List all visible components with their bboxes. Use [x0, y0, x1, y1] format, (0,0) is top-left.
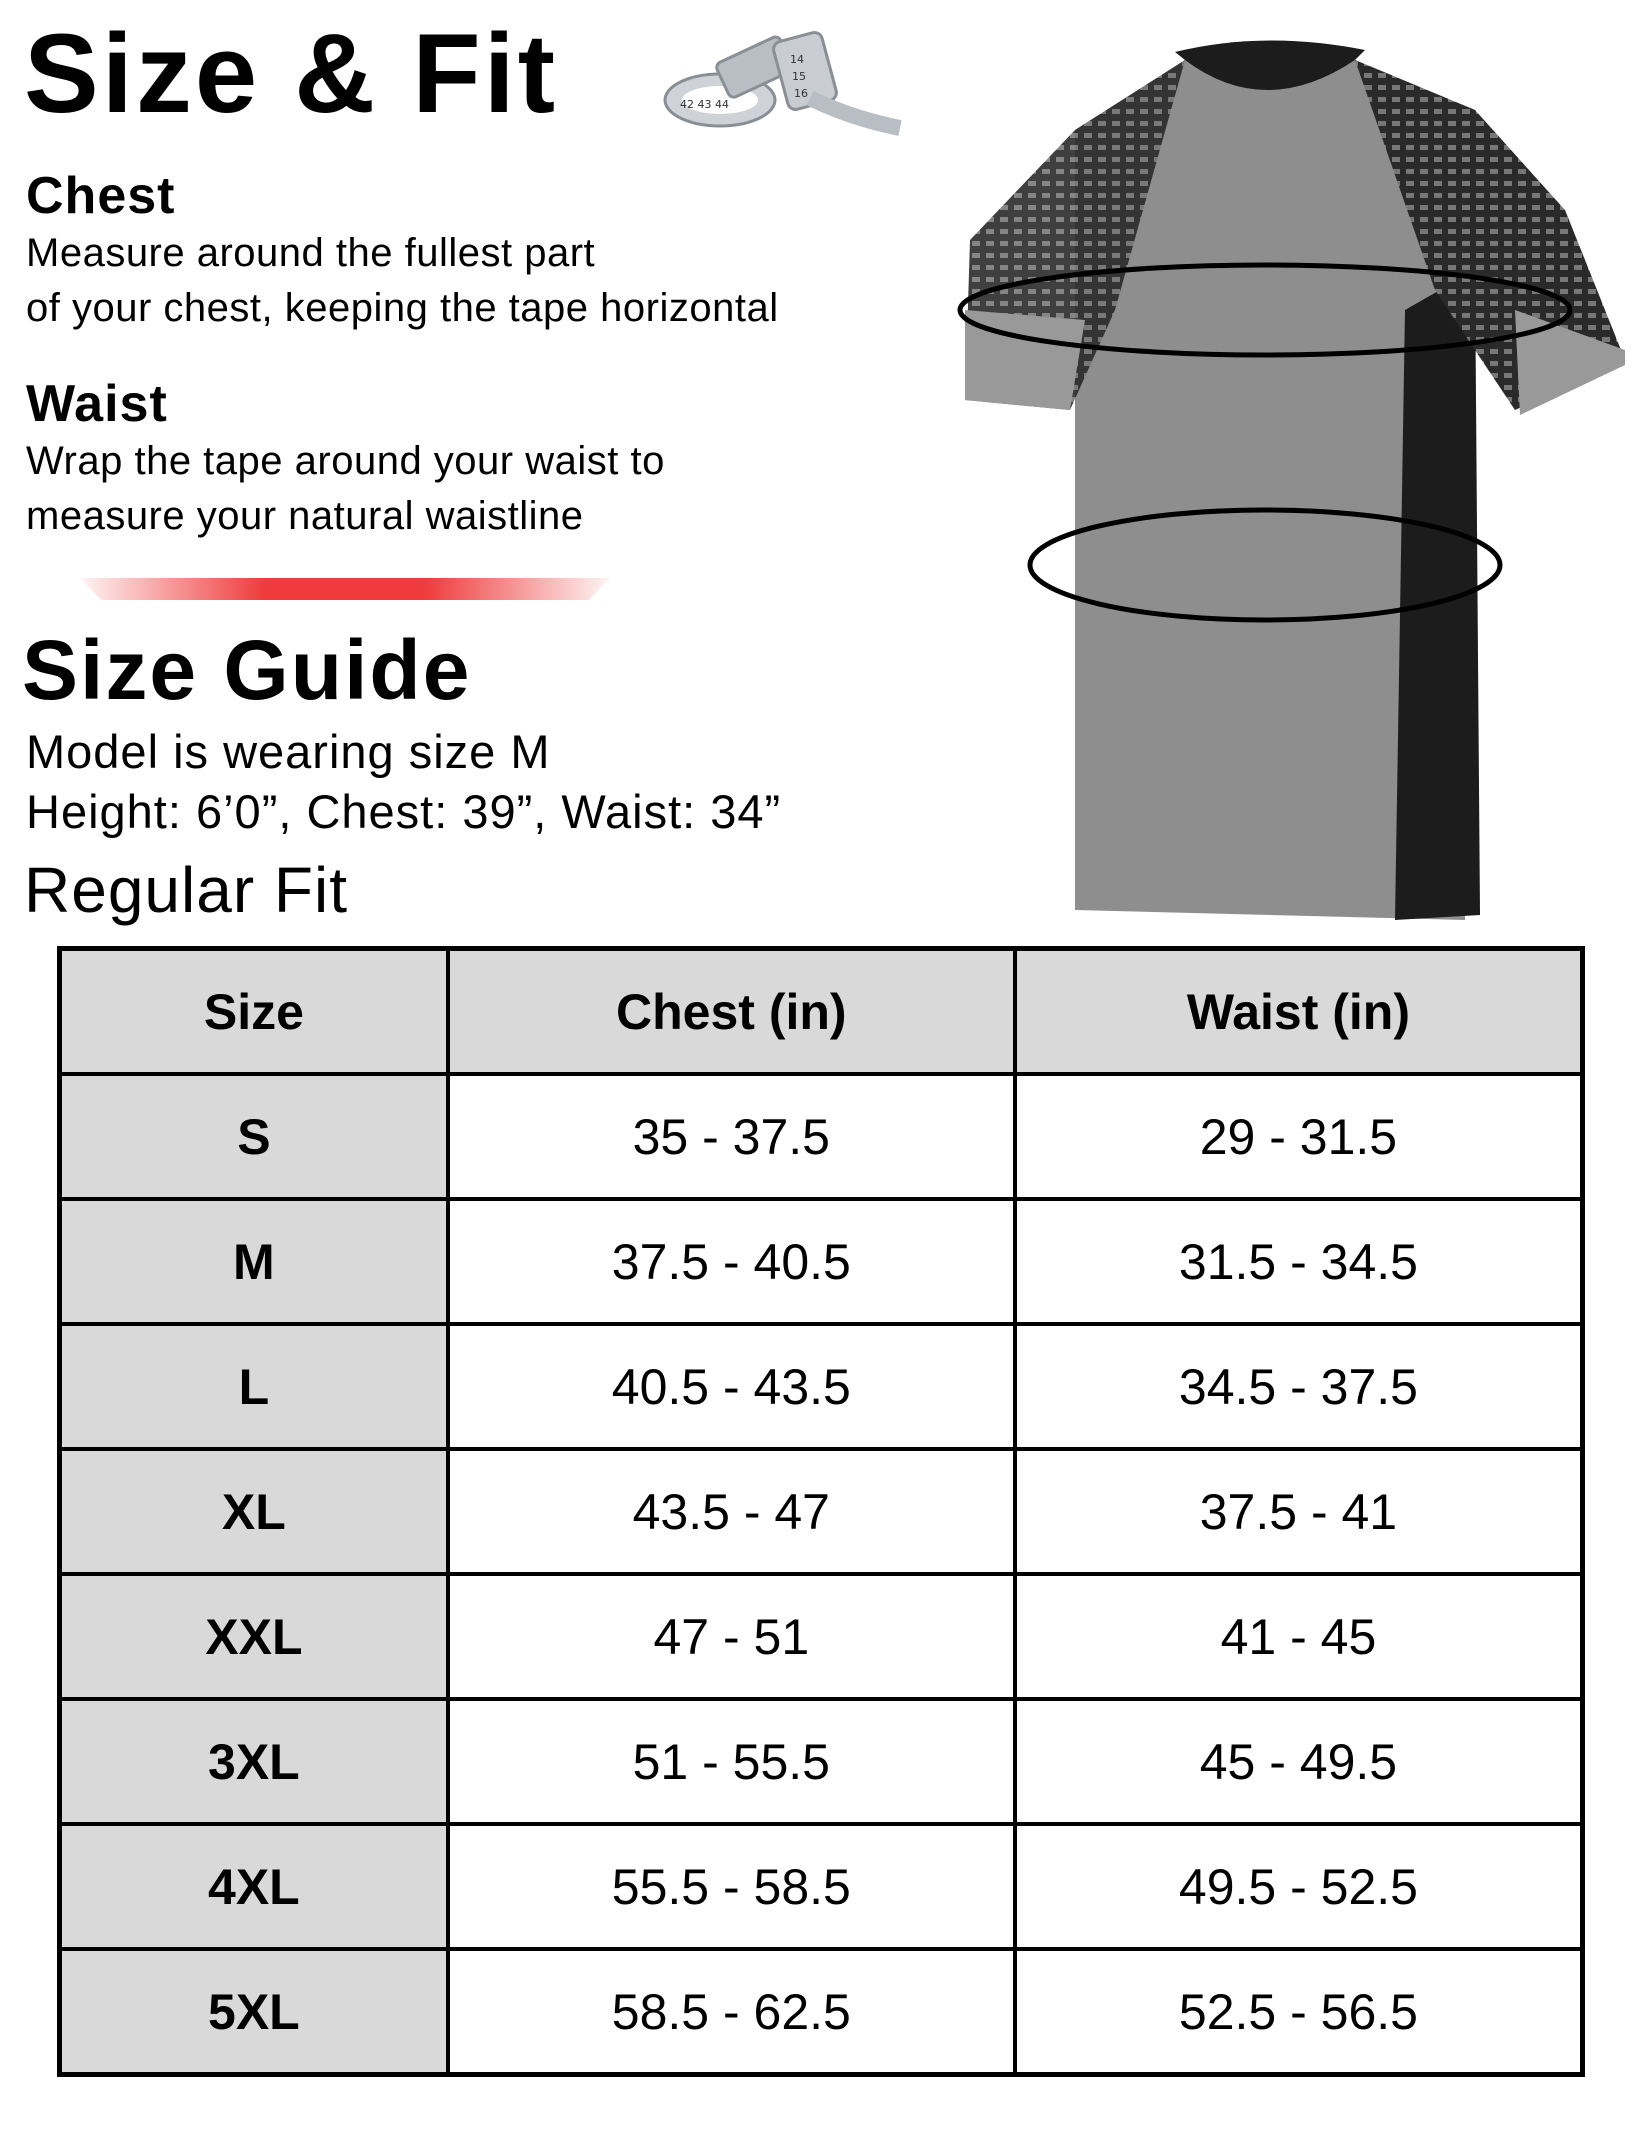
- model-measurements-text: Height: 6’0”, Chest: 39”, Waist: 34”: [26, 785, 782, 838]
- size-cell: M: [60, 1199, 448, 1324]
- size-chart-table: [57, 946, 1585, 2077]
- svg-text:15: 15: [792, 70, 806, 83]
- size-cell: 5XL: [60, 1949, 448, 2075]
- tshirt-illustration: [955, 10, 1635, 930]
- chest-instruction: [26, 167, 779, 336]
- svg-text:14: 14: [790, 53, 804, 66]
- column-header-chest: Chest (in): [448, 949, 1015, 1075]
- chest-heading: Chest: [26, 167, 176, 225]
- divider-bar: [80, 578, 610, 600]
- waist-cell: 31.5 - 34.5: [1015, 1199, 1583, 1324]
- waist-cell: 41 - 45: [1015, 1574, 1583, 1699]
- waist-cell: 45 - 49.5: [1015, 1699, 1583, 1824]
- svg-text:42 43 44: 42 43 44: [680, 98, 729, 111]
- chest-cell: 43.5 - 47: [448, 1449, 1015, 1574]
- fit-type: Regular Fit: [24, 854, 348, 926]
- measuring-tape-icon: [660, 28, 905, 138]
- table-row: [60, 1699, 1583, 1824]
- table-row: [60, 1324, 1583, 1449]
- chest-cell: 58.5 - 62.5: [448, 1949, 1015, 2075]
- table-row: [60, 1074, 1583, 1199]
- table-row: [60, 1824, 1583, 1949]
- chest-cell: 51 - 55.5: [448, 1699, 1015, 1824]
- waist-cell: 37.5 - 41: [1015, 1449, 1583, 1574]
- size-guide-title: Size Guide: [22, 623, 472, 717]
- chest-cell: 55.5 - 58.5: [448, 1824, 1015, 1949]
- column-header-waist: Waist (in): [1015, 949, 1583, 1075]
- chest-cell: 37.5 - 40.5: [448, 1199, 1015, 1324]
- waist-cell: 29 - 31.5: [1015, 1074, 1583, 1199]
- table-row: [60, 1449, 1583, 1574]
- chest-cell: 35 - 37.5: [448, 1074, 1015, 1199]
- chest-text-line-1: Measure around the fullest part: [26, 231, 596, 275]
- svg-text:16: 16: [794, 87, 808, 100]
- table-row: [60, 1574, 1583, 1699]
- size-cell: 3XL: [60, 1699, 448, 1824]
- waist-cell: 34.5 - 37.5: [1015, 1324, 1583, 1449]
- model-size-text: Model is wearing size M: [26, 725, 551, 778]
- waist-text-line-2: measure your natural waistline: [26, 494, 584, 538]
- waist-heading: Waist: [26, 375, 168, 433]
- table-row: [60, 1199, 1583, 1324]
- table-header-row: [60, 949, 1583, 1075]
- size-cell: XL: [60, 1449, 448, 1574]
- waist-instruction: [26, 375, 665, 544]
- size-cell: XXL: [60, 1574, 448, 1699]
- table-row: [60, 1949, 1583, 2075]
- chest-text-line-2: of your chest, keeping the tape horizontal: [26, 286, 779, 330]
- chest-cell: 40.5 - 43.5: [448, 1324, 1015, 1449]
- column-header-size: Size: [60, 949, 448, 1075]
- chest-cell: 47 - 51: [448, 1574, 1015, 1699]
- size-cell: S: [60, 1074, 448, 1199]
- waist-text-line-1: Wrap the tape around your waist to: [26, 439, 665, 483]
- waist-cell: 52.5 - 56.5: [1015, 1949, 1583, 2075]
- size-cell: 4XL: [60, 1824, 448, 1949]
- size-cell: L: [60, 1324, 448, 1449]
- page-title: Size & Fit: [24, 11, 559, 136]
- waist-cell: 49.5 - 52.5: [1015, 1824, 1583, 1949]
